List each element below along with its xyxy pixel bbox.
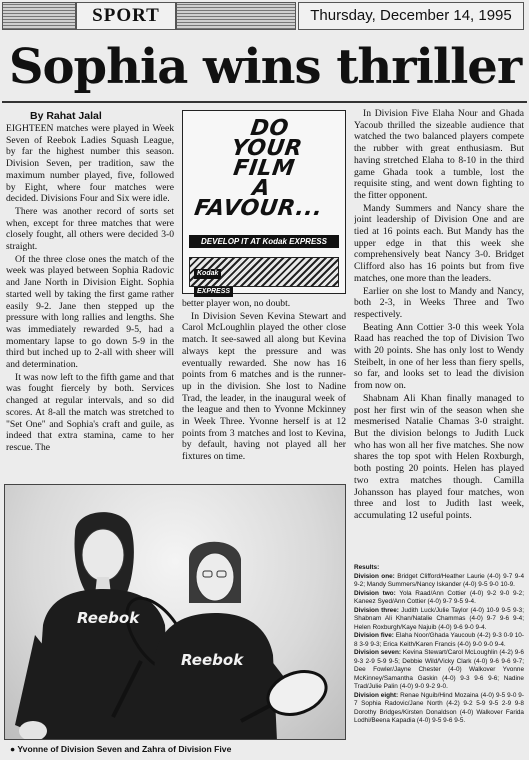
result-division: Division two: bbox=[354, 589, 396, 597]
result-scores: Yola Raad/Ann Cottier (4-0) 9-2 9-0 9-2; Kaneez Syed/Ann Cottier (4-0) 9-7 9-5 9-4. bbox=[354, 589, 524, 605]
paragraph: Earlier on she lost to Mandy and Nancy, both 2-3, in Weeks Three and Two respectively. bbox=[354, 285, 524, 320]
kodak-advert bbox=[182, 110, 346, 294]
paragraph: Shabnam Ali Khan finally managed to post her first win of the season when she mesmerised Natalie Chamas 3-0 straight. But the division belongs to Judith Luck who has won all her five matches. She now shares the top spot with Helen Roxburgh, both posting 20 points. Helen has played two extra matches though. Camilla Johansson has played four matches, won three and lost to Judith last week, accumulating 12 useful points. bbox=[354, 392, 524, 521]
article-column-3 bbox=[354, 108, 524, 563]
result-entry bbox=[354, 607, 524, 633]
players-photo-illustration bbox=[5, 485, 346, 740]
results-title: Results: bbox=[354, 564, 380, 571]
paragraph: It was now left to the fifth game and that was fought fiercely by both. Services changed at regular intervals, and so did scores. At 8-all the match was stretched to "Set One" and Sophia's craft and guile, as indeed that extra stamina, came to her rescue. The bbox=[6, 371, 174, 453]
result-entry bbox=[354, 692, 524, 726]
ad-slogan-line: A FAVOUR... bbox=[192, 176, 325, 221]
ad-develop-bar: DEVELOP IT AT Kodak EXPRESS bbox=[189, 235, 339, 248]
result-division: Division eight: bbox=[354, 691, 399, 699]
result-entry bbox=[354, 590, 524, 607]
result-scores: Kevina Stewart/Carol McLoughlin (4-2) 9-6 9-3 2-9 5-9 9-5; Debbie Wild/Vicky Clark (4-0) 9-6 9-6 9-7; Dee Fowler/Jayne Chester (4-0) Walkover Yvonne McKinney/Samantha Gaskin (4-0) 9-3 9-6 9-6; Nadine Trad/Julie Palin (4-0) 9-0 9-2 9-0. bbox=[354, 649, 524, 690]
result-division: Division seven: bbox=[354, 649, 401, 656]
headline-rule bbox=[2, 101, 527, 103]
ad-slogan bbox=[182, 116, 346, 221]
shirt-logo-left: Reebok bbox=[77, 609, 140, 627]
paragraph: Mandy Summers and Nancy share the joint leadership of Division One and are tied at 16 points each. But Mandy has the upper edge in that this week she comprehensively beat Nancy 3-0. Bridget Clifford also has 16 points but from five matches, one more than the leaders. bbox=[354, 202, 524, 284]
result-scores: Judith Luck/Julie Taylor (4-0) 10-9 9-5 9-3; Shabnam Ali Khan/Natalie Chammas (4-0) 9-7 9-6 9-4; Helen Roxburgh/Kaye Najuib (4-0) 9-6 9-0 9-4. bbox=[354, 606, 524, 631]
logo-express-text: EXPRESS bbox=[194, 287, 233, 297]
ad-slogan-line: YOUR bbox=[229, 136, 304, 161]
photo-caption: ● Yvonne of Division Seven and Zahra of Division Five bbox=[10, 744, 232, 754]
ad-slogan-line: DO bbox=[248, 116, 291, 141]
result-scores: Bridget Clifford/Heather Laurie (4-0) 9-7 9-4 9-2; Mandy Summers/Nancy Iskander (4-0) 9-5 9-0 10-9. bbox=[354, 572, 524, 588]
paragraph: There was another record of sorts set when, except for three matches that were closely fought, all others were decided 3-0 straight. bbox=[6, 205, 174, 253]
issue-date: Thursday, December 14, 1995 bbox=[298, 2, 524, 30]
ad-slogan-line: FILM bbox=[231, 156, 297, 181]
paragraph: Beating Ann Cottier 3-0 this week Yola Raad has reached the top of Division Two with 20 points. She has only lost to Wendy Steibelt, in one of her less than fiery spells, so far, and looks set to lead the division from now on. bbox=[354, 321, 524, 392]
article-column-2 bbox=[182, 298, 346, 478]
logo-kodak-text: Kodak bbox=[194, 269, 221, 279]
result-entry bbox=[354, 573, 524, 590]
result-division: Division three: bbox=[354, 606, 399, 614]
paragraph: Of the three close ones the match of the week was played between Sophia Radovic and Jane North in Division Eight. Sophia started well by taking the first game rather easily 9-2. Jane then stepped up the pressure with long rallies and lengths. She was immediately rewarded 9-5, had a momentary lapse to go down 5-9 in the third but inched up to 2-all with sheer will and determination. bbox=[6, 253, 174, 371]
paragraph: In Division Five Elaha Nour and Ghada Yacoub thrilled the sizeable audience that watched the two balanced players compete the rubber with great enthusiasm. But having stretched Elaha to 8-10 in the third game Ghada took a tumble, lost the requisite sting, and went down fighting to the fitter opponent. bbox=[354, 108, 524, 201]
article-column-1 bbox=[6, 123, 174, 477]
byline: By Rahat Jalal bbox=[30, 110, 102, 122]
result-division: Division five: bbox=[354, 632, 394, 639]
headline: Sophia wins thriller bbox=[8, 39, 522, 95]
results-box bbox=[354, 564, 524, 756]
shirt-logo-right: Reebok bbox=[181, 651, 244, 669]
result-division: Division one: bbox=[354, 572, 395, 580]
result-scores: Renae Nguib/Hind Mozaina (4-0) 9-5 9-0 9-7 Sophia Radovic/Jane North (4-2) 9-2 5-9 9-5 2-9 9-8 Dorothy Bridges/Kirsten Donaldson (4-0) Walkover Farida Lodhi/Beena Kapadia (4-0) 9-5 9-6 9-5. bbox=[354, 691, 524, 724]
result-scores: Elaha Noor/Ghada Yaucoub (4-2) 9-3 0-9 10-8 3-9 9-3; Erica Keith/Karen Francis (4-0) 9-0 9-0 9-4. bbox=[354, 632, 524, 648]
kodak-express-logo bbox=[189, 257, 339, 295]
paragraph: better player won, no doubt. bbox=[182, 298, 291, 309]
paragraph: In Division Seven Kevina Stewart and Carol McLoughlin played the other close match. It see-sawed all along but Kevina always kept the pressure and was eventually rewarded. She now has 16 points from 6 matches and is the runner-up in the division. She lost to Nadine Trad, the leader, in the inaugural week of the league and then to Yvonne Mckinney in Week Three. Yvonne herself is at 12 points from 3 matches and lost to Kevina, by default, having not played all her fixtures on time. bbox=[182, 310, 346, 463]
result-entry bbox=[354, 649, 524, 692]
header-rule-left bbox=[2, 2, 76, 30]
players-photo bbox=[4, 484, 346, 740]
result-entry bbox=[354, 632, 524, 649]
paragraph: EIGHTEEN matches were played in Week Seven of Reebok Ladies Squash League, by far the highest number this season. Division Seven, per tradition, saw the maximum number played, five, followed by Eight, where four matches were decided. Divisions Four and Six were idle. bbox=[6, 123, 174, 205]
header-rule-mid bbox=[176, 2, 296, 30]
section-label: SPORT bbox=[76, 2, 176, 30]
